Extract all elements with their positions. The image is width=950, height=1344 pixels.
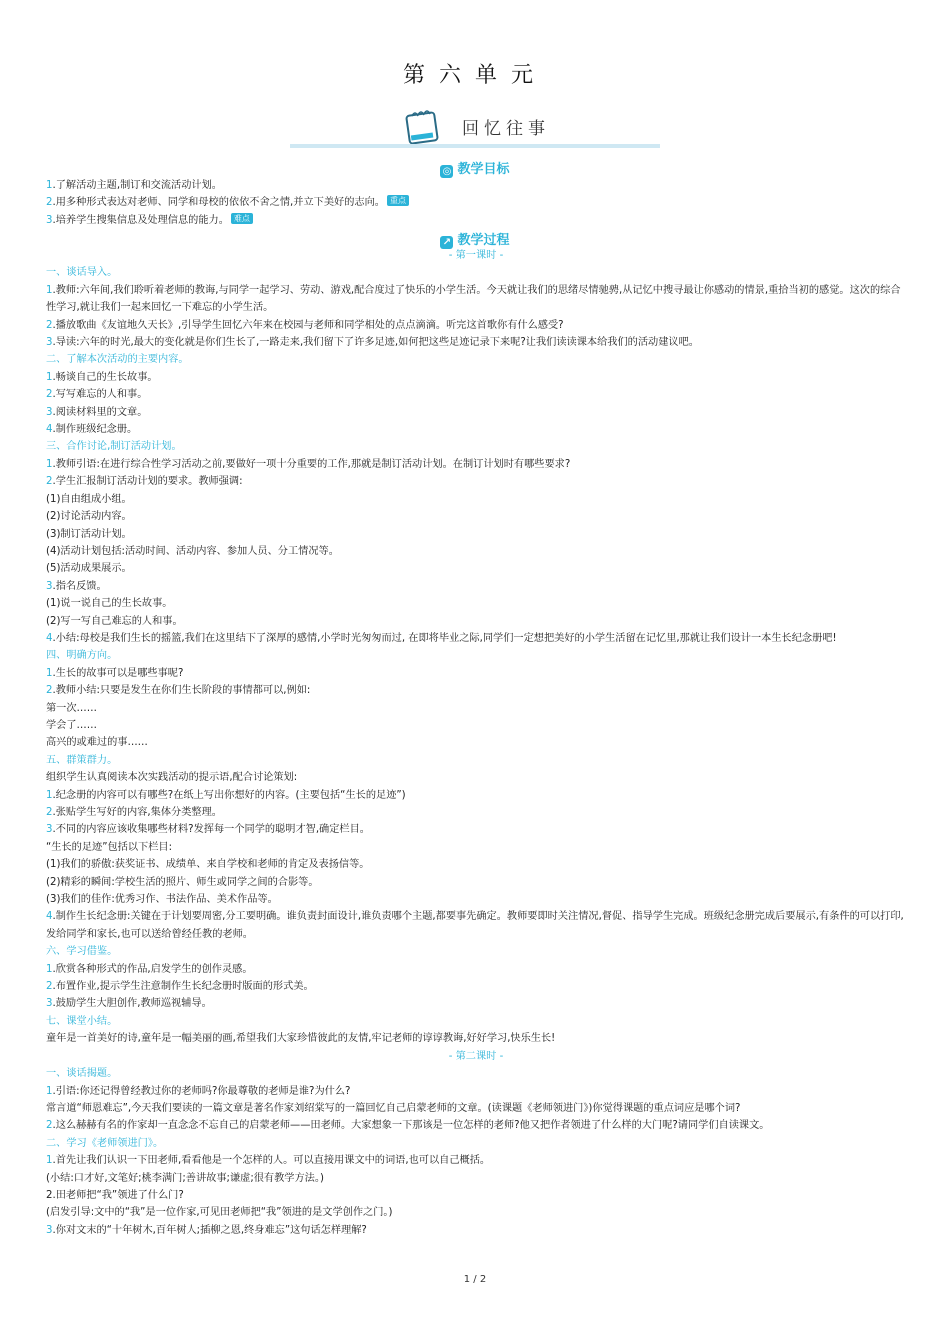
item-number: 1 (46, 1155, 53, 1167)
item-number: 2 (46, 807, 53, 818)
content-line: 第一次…… (46, 702, 97, 714)
content-line: (1)自由组成小组。 (46, 493, 132, 505)
item-text: .小结:母校是我们生长的摇篮,我们在这里结下了深厚的感情,小学时光匆匆而过, 在即将毕业之际,同学们一定想把美好的小学生活留在记忆里,那就让我们设计一本生长纪念册吧! (52, 632, 837, 644)
goal-text: .了解活动主题,制订和交流活动计划。 (52, 180, 222, 191)
item-text: .欣赏各种形式的作品,启发学生的创作灵感。 (52, 963, 253, 975)
banner-underline (290, 144, 660, 148)
item-number: 1 (46, 667, 53, 679)
process-content (46, 247, 906, 1239)
item-number: 3 (46, 337, 53, 349)
section-subheading: 四、明确方向。 (46, 650, 118, 662)
content-line (46, 804, 906, 821)
content-line (46, 1117, 906, 1134)
goal-item (46, 194, 906, 211)
page-number: 1 / 2 (463, 1274, 487, 1285)
content-line: 童年是一首美好的诗,童年是一幅美丽的画,希望我们大家珍惜彼此的友情,牢记老师的谆谆教诲,好好学习,快乐生长! (46, 1033, 556, 1045)
item-number: 1 (46, 963, 53, 975)
item-number: 1 (46, 371, 53, 383)
process-heading (0, 229, 950, 249)
content-line (46, 908, 906, 943)
content-line (46, 1083, 906, 1100)
content-line (46, 821, 906, 838)
item-text: .不同的内容应该收集哪些材料?发挥每一个同学的聪明才智,确定栏目。 (52, 824, 370, 836)
item-text: .纪念册的内容可以有哪些?在纸上写出你想好的内容。(主要包括“生长的足迹”) (52, 789, 406, 801)
lesson-period-label: - 第二课时 - (448, 1050, 504, 1062)
content-line (46, 665, 906, 682)
item-text: .这么赫赫有名的作家却一直念念不忘自己的启蒙老师——田老师。大家想象一下那该是一位怎样的老师?他又把作者领进了什么样的大门呢?请同学们自读课文。 (52, 1120, 770, 1132)
item-number: 3 (46, 406, 53, 418)
content-line: 2.田老师把“我”领进了什么门? (46, 1189, 184, 1201)
item-text: .制作班级纪念册。 (52, 424, 138, 436)
content-line (46, 334, 906, 351)
item-text: .你对文末的“十年树木,百年树人;插柳之恩,终身难忘”这句话怎样理解? (52, 1224, 367, 1236)
goal-number: 3 (46, 214, 53, 226)
content-line: (3)我们的佳作:优秀习作、书法作品、美术作品等。 (46, 894, 278, 906)
section-subheading: 六、学习借鉴。 (46, 946, 118, 958)
content-line (46, 456, 906, 473)
item-text: .布置作业,提示学生注意制作生长纪念册时版面的形式美。 (52, 981, 314, 993)
content-line (46, 787, 906, 804)
section-subheading: 三、合作讨论,制订活动计划。 (46, 441, 182, 453)
content-line: 高兴的或难过的事…… (46, 737, 148, 749)
item-text: .导读:六年的时光,最大的变化就是你们生长了,一路走来,我们留下了许多足迹,如何把这些足迹记录下来呢?让我们读读课本给我们的活动建议吧。 (52, 337, 699, 349)
section-subheading: 二、了解本次活动的主要内容。 (46, 354, 189, 366)
lesson-period-label: - 第一课时 - (448, 250, 504, 261)
content-line: (小结:口才好,文笔好;桃李满门;善讲故事;谦虚;很有教学方法。) (46, 1172, 324, 1184)
item-text: .畅谈自己的生长故事。 (52, 371, 158, 383)
content-line: (2)讨论活动内容。 (46, 511, 132, 523)
goal-text: .用多种形式表达对老师、同学和母校的依依不舍之情,并立下美好的志向。 (52, 197, 385, 209)
unit-banner (290, 104, 660, 148)
process-heading-label: 教学过程 (457, 233, 510, 248)
content-line (46, 978, 906, 995)
goal-number: 2 (46, 197, 53, 209)
item-text: .教师小结:只要是发生在你们生长阶段的事情都可以,例如: (52, 685, 311, 697)
item-text: .学生汇报制订活动计划的要求。教师强调: (52, 476, 243, 488)
section-subheading: 一、谈话揭题。 (46, 1068, 118, 1080)
section-subheading: 七、课堂小结。 (46, 1015, 118, 1027)
goal-tag-badge: 难点 (231, 213, 253, 224)
content-line: (2)写一写自己难忘的人和事。 (46, 615, 183, 627)
goal-number: 1 (46, 180, 53, 191)
content-line (46, 995, 906, 1012)
item-number: 1 (46, 284, 53, 296)
content-line (46, 282, 906, 317)
goals-heading-label: 教学目标 (457, 162, 510, 177)
content-line: 常言道“师恩难忘”,今天我们要读的一篇文章是著名作家刘绍棠写的一篇回忆自己启蒙老师的文章。(读课题《老师领进门》)你觉得课题的重点词应是哪个词? (46, 1102, 741, 1114)
content-line (46, 473, 906, 490)
item-text: .指名反馈。 (52, 580, 107, 592)
content-line (46, 386, 906, 403)
content-line: 学会了…… (46, 719, 97, 731)
content-line: (4)活动计划包括:活动时间、活动内容、参加人员、分工情况等。 (46, 545, 339, 557)
item-number: 4 (46, 911, 53, 923)
content-line (46, 682, 906, 699)
banner-title: 回忆往事 (462, 119, 550, 139)
content-line: “生长的足迹”包括以下栏目: (46, 841, 173, 853)
process-icon: ↗ (440, 236, 453, 249)
content-line: (5)活动成果展示。 (46, 563, 132, 575)
section-subheading: 二、学习《老师领进门》。 (46, 1137, 164, 1149)
goals-list (46, 177, 906, 229)
item-number: 2 (46, 1120, 53, 1132)
content-line: (1)我们的骄傲:获奖证书、成绩单、来自学校和老师的肯定及表扬信等。 (46, 859, 370, 871)
section-subheading: 一、谈话导入。 (46, 267, 118, 279)
item-number: 3 (46, 998, 53, 1010)
content-line: (启发引导:文中的“我”是一位作家,可见田老师把“我”领进的是文学创作之门。) (46, 1207, 393, 1219)
item-text: .教师:六年间,我们聆听着老师的教诲,与同学一起学习、劳动、游戏,配合度过了快乐的小学生活。今天就让我们的思绪尽情驰骋,从记忆中搜寻最让你感动的情景,重拾当初的感觉。这次的综合性学习,就让我们一起来回忆一下难忘的小学生活。 (46, 284, 901, 314)
goal-item (46, 177, 906, 194)
item-text: .引语:你还记得曾经教过你的老师吗?你最尊敬的老师是谁?为什么? (52, 1085, 351, 1097)
item-number: 3 (46, 580, 53, 592)
content-line: (2)精彩的瞬间:学校生活的照片、师生或同学之间的合影等。 (46, 876, 319, 888)
content-line (46, 404, 906, 421)
item-number: 2 (46, 981, 53, 993)
item-number: 3 (46, 824, 53, 836)
item-number: 2 (46, 685, 53, 697)
item-number: 3 (46, 1224, 53, 1236)
item-text: .生长的故事可以是哪些事呢? (52, 667, 184, 679)
item-text: .张贴学生写好的内容,集体分类整理。 (52, 807, 222, 818)
content-line (46, 630, 906, 647)
content-line: (1)说一说自己的生长故事。 (46, 598, 173, 610)
goals-heading (0, 158, 950, 178)
item-number: 2 (46, 319, 53, 331)
item-text: .教师引语:在进行综合性学习活动之前,要做好一项十分重要的工作,那就是制订活动计划。在制订计划时有哪些要求? (52, 458, 571, 470)
content-line: 组织学生认真阅读本次实践活动的提示语,配合讨论策划: (46, 772, 298, 784)
content-line: (3)制订活动计划。 (46, 528, 132, 540)
page-title: 第六单元 (402, 63, 547, 88)
target-icon: ◎ (440, 165, 453, 178)
item-text: .首先让我们认识一下田老师,看看他是一个怎样的人。可以直接用课文中的词语,也可以自己概括。 (52, 1155, 491, 1167)
goal-text: .培养学生搜集信息及处理信息的能力。 (52, 214, 229, 226)
content-line (46, 961, 906, 978)
item-text: .播放歌曲《友谊地久天长》,引导学生回忆六年来在校园与老师和同学相处的点点滴滴。听完这首歌你有什么感受? (52, 319, 564, 331)
content-line (46, 1152, 906, 1169)
item-number: 4 (46, 632, 53, 644)
item-text: .阅读材料里的文章。 (52, 406, 148, 418)
item-number: 2 (46, 389, 53, 401)
item-text: .制作生长纪念册:关键在于计划要周密,分工要明确。谁负责封面设计,谁负责哪个主题,都要事先确定。教师要即时关注情况,督促、指导学生完成。班级纪念册完成后要展示,有条件的可以打印,发给同学和家长,也可以送给曾经任教的老师。 (46, 911, 904, 940)
item-number: 4 (46, 424, 53, 436)
item-number: 2 (46, 476, 53, 488)
section-subheading: 五、群策群力。 (46, 754, 118, 766)
content-line (46, 578, 906, 595)
item-number: 1 (46, 1085, 53, 1097)
notepad-icon (402, 106, 442, 146)
content-line (46, 421, 906, 438)
content-line (46, 317, 906, 334)
item-number: 1 (46, 458, 53, 470)
content-line (46, 1222, 906, 1239)
goal-item (46, 212, 906, 229)
goal-tag-badge: 重点 (387, 195, 409, 206)
item-text: .写写难忘的人和事。 (52, 389, 148, 401)
content-line (46, 369, 906, 386)
item-text: .鼓励学生大胆创作,教师巡视辅导。 (52, 998, 212, 1010)
item-number: 1 (46, 789, 53, 801)
